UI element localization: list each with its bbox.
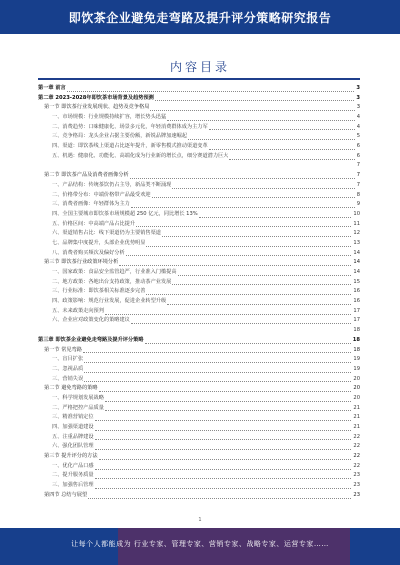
toc-entry[interactable] — [38, 336, 360, 346]
toc-entry-label: 第四节 总结与展望 — [44, 491, 88, 498]
toc-leader-dots — [162, 235, 351, 237]
toc-entry[interactable] — [38, 210, 360, 220]
toc-entry[interactable] — [38, 249, 360, 259]
toc-entry[interactable] — [38, 268, 360, 278]
toc-entry-page: 21 — [353, 424, 360, 431]
toc-entry[interactable] — [38, 113, 360, 123]
toc-leader-dots — [67, 90, 355, 92]
toc-entry[interactable] — [38, 384, 360, 394]
table-of-contents — [38, 84, 360, 501]
report-header-bar — [0, 0, 400, 34]
toc-entry[interactable] — [38, 229, 360, 239]
toc-leader-dots — [105, 313, 352, 315]
toc-entry-label: 五、价格区间：中高端产品占比提升 — [52, 220, 136, 227]
toc-entry[interactable] — [38, 123, 360, 133]
toc-entry-page: 16 — [353, 288, 360, 295]
toc-entry-label: 第三节 即饮茶行业政策环境分析 — [44, 259, 119, 266]
toc-leader-dots — [119, 264, 351, 266]
toc-entry-label: 六、渠道销售占比：线下渠道仍为主要销售渠道 — [52, 230, 161, 237]
toc-entry-page: 6 — [356, 143, 360, 150]
toc-entry-page: 15 — [353, 278, 360, 285]
toc-entry-page: 14 — [353, 269, 360, 276]
toc-entry[interactable] — [38, 297, 360, 307]
toc-leader-dots — [99, 458, 352, 460]
toc-entry[interactable] — [38, 171, 360, 181]
toc-entry-page: 4 — [356, 114, 360, 121]
toc-entry[interactable] — [38, 317, 360, 327]
toc-entry-page: 7 — [356, 172, 360, 179]
toc-entry-label: 三、营销失误 — [52, 375, 84, 382]
toc-leader-dots — [88, 497, 351, 499]
toc-entry-page: 12 — [353, 230, 360, 237]
toc-entry-page: 21 — [353, 404, 360, 411]
toc-entry-page: 23 — [353, 491, 360, 498]
report-footer-bar — [0, 528, 400, 565]
toc-entry-label: 三、消费者画像：年轻群体为主力 — [52, 201, 130, 208]
toc-entry[interactable] — [38, 200, 360, 210]
toc-entry-page: 20 — [353, 375, 360, 382]
toc-entry[interactable] — [38, 346, 360, 356]
toc-entry-label: 第一节 即饮茶行业发展现状、趋势及竞争格局 — [44, 104, 150, 111]
toc-entry[interactable] — [38, 365, 360, 375]
toc-entry-label: 八、消费者购买频次及偏好分析 — [52, 249, 125, 256]
toc-title: 内容目录 — [169, 60, 230, 74]
report-title: 即饮茶企业避免走弯路及提升评分策略研究报告 — [68, 11, 332, 25]
toc-entry[interactable] — [38, 413, 360, 423]
toc-entry-label: 五、注重品牌建设 — [52, 433, 94, 440]
toc-leader-dots — [209, 128, 355, 130]
toc-entry[interactable] — [38, 491, 360, 501]
toc-entry[interactable] — [38, 142, 360, 152]
toc-entry[interactable] — [38, 162, 360, 172]
toc-leader-dots — [95, 448, 352, 450]
toc-entry[interactable] — [38, 375, 360, 385]
toc-entry-label: 三、精准营销定位 — [52, 414, 94, 421]
toc-entry[interactable] — [38, 404, 360, 414]
toc-entry-page: 19 — [353, 365, 360, 372]
toc-entry-page: 16 — [353, 298, 360, 305]
toc-entry-label: 四、政策影响：规范行业发展，促进企业转型升级 — [52, 298, 167, 305]
toc-entry-label: 第二章 2023-2028年即饮茶市场背景及趋势预测 — [38, 94, 154, 101]
toc-entry[interactable] — [38, 462, 360, 472]
toc-entry-page: 18 — [352, 336, 360, 343]
toc-entry-page: 5 — [356, 133, 360, 140]
toc-entry[interactable] — [38, 307, 360, 317]
toc-leader-dots — [84, 371, 351, 373]
title-divider — [38, 78, 360, 80]
toc-leader-dots — [83, 351, 351, 353]
page-number: 1 — [198, 517, 202, 523]
toc-entry-page: 23 — [353, 472, 360, 479]
toc-leader-dots — [150, 109, 354, 111]
toc-entry-page: 22 — [353, 433, 360, 440]
toc-entry-page: 18 — [353, 327, 360, 334]
toc-leader-dots — [155, 99, 355, 101]
toc-entry-page: 3 — [356, 94, 360, 101]
toc-entry-label: 一、科学规划发展战略 — [52, 394, 104, 401]
toc-entry-page: 20 — [353, 394, 360, 401]
toc-entry[interactable] — [38, 287, 360, 297]
toc-entry-page: 18 — [353, 346, 360, 353]
toc-entry-page: 22 — [353, 453, 360, 460]
toc-entry[interactable] — [38, 472, 360, 482]
toc-entry[interactable] — [38, 220, 360, 230]
toc-leader-dots — [209, 148, 355, 150]
toc-leader-dots — [178, 274, 352, 276]
toc-entry-page: 22 — [353, 443, 360, 450]
toc-entry-label: 四、加强渠道建设 — [52, 424, 94, 431]
toc-leader-dots — [172, 187, 354, 189]
toc-leader-dots — [95, 468, 352, 470]
toc-entry-label: 二、提升服务质量 — [52, 472, 94, 479]
toc-entry-page: 20 — [353, 385, 360, 392]
toc-leader-dots — [131, 322, 352, 324]
toc-entry[interactable] — [38, 152, 360, 162]
toc-entry[interactable] — [38, 481, 360, 491]
toc-entry-page: 6 — [356, 152, 360, 159]
toc-entry-page: 8 — [356, 191, 360, 198]
toc-entry[interactable] — [38, 181, 360, 191]
toc-leader-dots — [95, 487, 352, 489]
toc-entry-page: 17 — [353, 307, 360, 314]
toc-leader-dots — [172, 283, 351, 285]
toc-entry-label: 第一节 常见弯路 — [44, 346, 82, 353]
toc-entry-label: 五、未来政策走向预判 — [52, 307, 104, 314]
toc-entry[interactable] — [38, 94, 360, 104]
toc-entry-label: 第二节 即饮茶产品及消费者画像分析 — [44, 172, 129, 179]
toc-leader-dots — [99, 390, 352, 392]
toc-leader-dots — [95, 419, 352, 421]
toc-leader-dots — [152, 196, 355, 198]
toc-entry-label: 二、消费趋势：口味健康化、场景多元化，年轻消费群体成为主力军 — [52, 123, 208, 130]
toc-entry-label: 一、盲目扩张 — [52, 356, 84, 363]
toc-entry-label: 第二节 避免弯路的策略 — [44, 385, 98, 392]
toc-leader-dots — [131, 206, 355, 208]
toc-entry[interactable] — [38, 433, 360, 443]
toc-entry-label: 六、强化团队管理 — [52, 443, 94, 450]
toc-entry-label: 一、优化产品口感 — [52, 462, 94, 469]
toc-leader-dots — [84, 380, 351, 382]
toc-entry-page: 21 — [353, 414, 360, 421]
toc-entry-label: 三、行业标准：即饮茶相关标准逐步完善 — [52, 288, 146, 295]
toc-entry[interactable] — [38, 442, 360, 452]
toc-entry-label: 四、全国主要城市即饮茶市场规模超 250 亿元，同比增长 13% — [52, 210, 198, 217]
toc-leader-dots — [95, 477, 352, 479]
toc-entry-label: 三、竞争格局：龙头企业占据主要份额，新锐品牌加速崛起 — [52, 133, 187, 140]
toc-leader-dots — [199, 216, 352, 218]
toc-leader-dots — [188, 138, 355, 140]
toc-leader-dots — [105, 409, 352, 411]
toc-entry[interactable] — [38, 394, 360, 404]
toc-entry-label: 七、品牌集中度提升，头部企业优势明显 — [52, 239, 146, 246]
toc-leader-dots — [95, 429, 352, 431]
toc-entry-label: 二、地方政策：各地出台支持政策，推动茶产业发展 — [52, 278, 172, 285]
toc-entry-label: 二、忽视品质 — [52, 365, 84, 372]
toc-entry-label: 二、严格把控产品质量 — [52, 404, 104, 411]
toc-entry-page: 14 — [353, 249, 360, 256]
toc-entry-page: 14 — [353, 259, 360, 266]
toc-entry-page: 13 — [353, 239, 360, 246]
toc-entry-page: 22 — [353, 462, 360, 469]
toc-entry-label: 六、企业应对政策变化的策略建议 — [52, 317, 130, 324]
toc-leader-dots — [167, 303, 351, 305]
toc-entry-label: 一、国家政策：食品安全监管趋严，行业准入门槛提高 — [52, 269, 177, 276]
toc-leader-dots — [95, 438, 352, 440]
toc-entry[interactable] — [38, 191, 360, 201]
toc-entry-label: 第三章 即饮茶企业避免走弯路及提升评分策略 — [38, 336, 144, 343]
toc-entry[interactable] — [38, 103, 360, 113]
toc-entry-page: 7 — [356, 181, 360, 188]
toc-entry-page: 3 — [356, 84, 360, 91]
toc-entry[interactable] — [38, 278, 360, 288]
toc-entry-label: 一、市场规模：行业规模持续扩容，增长势头迅猛 — [52, 114, 167, 121]
toc-leader-dots — [84, 361, 351, 363]
toc-entry-label: 五、机遇：健康化、功能化、高端化成为行业新的增长点，细分赛道潜力巨大 — [52, 152, 229, 159]
toc-leader-dots — [145, 342, 351, 344]
toc-entry-page: 9 — [356, 201, 360, 208]
toc-leader-dots — [146, 245, 351, 247]
toc-entry[interactable] — [38, 258, 360, 268]
toc-entry[interactable] — [38, 452, 360, 462]
toc-leader-dots — [167, 119, 355, 121]
toc-entry-page: 19 — [353, 356, 360, 363]
toc-entry-page: 23 — [353, 482, 360, 489]
toc-leader-dots — [229, 158, 354, 160]
toc-entry[interactable] — [38, 239, 360, 249]
toc-leader-dots — [105, 400, 352, 402]
toc-entry-label: 第一章 前言 — [38, 84, 66, 91]
toc-entry[interactable] — [38, 132, 360, 142]
footer-slogan: 让每个人都能成为 行业专家、管理专家、营销专家、战略专家、运营专家…… — [71, 540, 329, 548]
toc-leader-dots — [136, 225, 351, 227]
toc-leader-dots — [130, 177, 355, 179]
toc-entry[interactable] — [38, 355, 360, 365]
toc-leader-dots — [146, 293, 351, 295]
toc-entry-label: 一、产品结构：传统茶饮仍占主导，新品类不断涌现 — [52, 181, 172, 188]
toc-entry[interactable] — [38, 326, 360, 336]
toc-entry-page: 11 — [353, 220, 360, 227]
toc-entry[interactable] — [38, 84, 360, 94]
toc-entry-label: 二、价格带分布：中端价格带产品最受欢迎 — [52, 191, 151, 198]
toc-entry-label: 第三节 提升评分的方法 — [44, 453, 98, 460]
toc-leader-dots — [126, 254, 352, 256]
toc-entry[interactable] — [38, 423, 360, 433]
toc-entry-page: 4 — [356, 123, 360, 130]
toc-entry-page: 10 — [353, 210, 360, 217]
toc-entry-page: 3 — [356, 104, 360, 111]
toc-entry-page: 17 — [353, 317, 360, 324]
toc-entry-label: 三、加强售后管理 — [52, 482, 94, 489]
toc-entry-page: 7 — [356, 162, 360, 169]
toc-entry-label: 四、渠道：即饮茶线上渠道占比逐年提升，新零售模式推动渠道变革 — [52, 143, 208, 150]
